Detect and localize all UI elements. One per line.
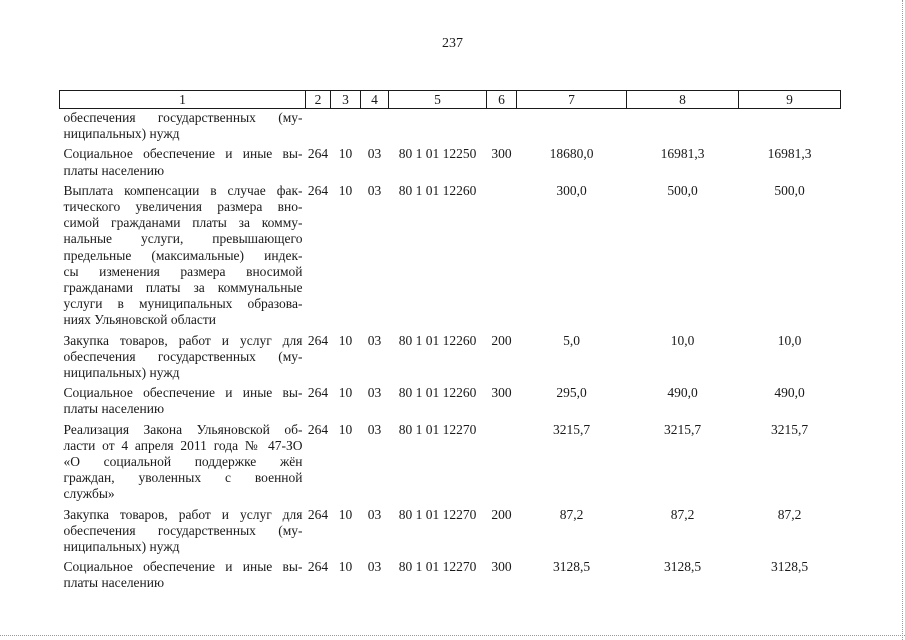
description-line: Закупка товаров, работ и услуг для <box>63 506 303 522</box>
description-line: гражданами платы за коммунальные <box>63 280 303 296</box>
description-line: платы населению <box>63 401 165 417</box>
expense-type-code: 300 <box>491 146 512 162</box>
subsection-code: 03 <box>367 506 382 522</box>
table-row <box>60 183 841 333</box>
row-description <box>60 507 306 560</box>
subsection-code: 03 <box>367 559 382 575</box>
page-edge-bottom <box>0 635 905 636</box>
description-line: «О социальной поддержке жён <box>63 454 303 470</box>
chapter-code: 10 <box>338 506 353 522</box>
section-code: 264 <box>307 332 329 348</box>
section-code: 264 <box>307 421 329 437</box>
column-header: 6 <box>487 91 517 109</box>
section-code: 264 <box>307 506 329 522</box>
table-row <box>60 109 841 147</box>
description-line: ласти от 4 апреля 2011 года № 47-ЗО <box>63 437 303 453</box>
description-line: ниципальных) нужд <box>63 365 180 381</box>
target-article-code: 80 1 01 12260 <box>398 385 477 401</box>
amount-year-3: 490,0 <box>774 385 805 401</box>
expense-type-code: 200 <box>491 506 512 522</box>
description-line: Реализация Закона Ульяновской об- <box>63 421 303 437</box>
table-row <box>60 333 841 386</box>
column-header: 5 <box>389 91 487 109</box>
description-line: платы населению <box>63 575 165 591</box>
description-line: Социальное обеспечение и иные вы- <box>63 559 303 575</box>
subsection-code: 03 <box>367 421 382 437</box>
column-header: 4 <box>361 91 389 109</box>
amount-year-1: 87,2 <box>559 506 584 522</box>
subsection-code: 03 <box>367 385 382 401</box>
description-line: нальные услуги, превышающего <box>63 231 303 247</box>
column-header: 3 <box>331 91 361 109</box>
chapter-code: 10 <box>338 332 353 348</box>
column-header: 1 <box>60 91 306 109</box>
column-header: 8 <box>627 91 739 109</box>
description-line: службы» <box>63 486 115 502</box>
target-article-code: 80 1 01 12270 <box>398 421 477 437</box>
description-line: граждан, уволенных с военной <box>63 470 303 486</box>
target-article-code <box>389 109 487 147</box>
section-code: 264 <box>307 182 329 198</box>
chapter-code: 10 <box>338 421 353 437</box>
chapter-code: 10 <box>338 385 353 401</box>
description-line: ниципальных) нужд <box>63 126 180 142</box>
table-row <box>60 507 841 560</box>
table-row <box>60 146 841 182</box>
section-code <box>306 109 331 147</box>
description-line: Выплата компенсации в случае фак- <box>63 182 303 198</box>
chapter-code: 10 <box>338 182 353 198</box>
row-description <box>60 183 306 333</box>
description-line: предельные (максимальные) индек- <box>63 247 303 263</box>
description-line: симой гражданами платы за комму- <box>63 215 303 231</box>
budget-table <box>59 90 841 596</box>
table-row <box>60 422 841 507</box>
column-header: 7 <box>517 91 627 109</box>
column-header: 2 <box>306 91 331 109</box>
target-article-code: 80 1 01 12270 <box>398 506 477 522</box>
description-line: обеспечения государственных (му- <box>63 522 303 538</box>
description-line: Социальное обеспечение и иные вы- <box>63 146 303 162</box>
expense-type-code: 300 <box>491 385 512 401</box>
amount-year-1: 3128,5 <box>552 559 591 575</box>
amount-year-2 <box>627 109 739 147</box>
amount-year-1: 18680,0 <box>549 146 594 162</box>
page-number: 237 <box>442 36 463 51</box>
subsection-code: 03 <box>367 332 382 348</box>
target-article-code: 80 1 01 12260 <box>398 182 477 198</box>
amount-year-2: 490,0 <box>667 385 698 401</box>
amount-year-2: 3128,5 <box>663 559 702 575</box>
amount-year-1: 5,0 <box>563 332 580 348</box>
chapter-code: 10 <box>338 146 353 162</box>
row-description <box>60 146 306 182</box>
amount-year-1: 300,0 <box>556 182 587 198</box>
table-row <box>60 559 841 595</box>
amount-year-3 <box>739 109 841 147</box>
amount-year-2: 87,2 <box>670 506 695 522</box>
section-code: 264 <box>307 146 329 162</box>
description-line: сы изменения размера вносимой <box>63 263 303 279</box>
amount-year-3: 500,0 <box>774 182 805 198</box>
subsection-code: 03 <box>367 182 382 198</box>
expense-type-code: 200 <box>491 332 512 348</box>
amount-year-3: 10,0 <box>777 332 802 348</box>
table-row <box>60 385 841 421</box>
row-description <box>60 109 306 147</box>
expense-type-code: 300 <box>491 559 512 575</box>
expense-type-code <box>487 183 517 333</box>
description-line: обеспечения государственных (му- <box>63 110 303 125</box>
row-description <box>60 559 306 595</box>
section-code: 264 <box>307 385 329 401</box>
description-line: тического увеличения размера вно- <box>63 199 303 215</box>
description-line: Закупка товаров, работ и услуг для <box>63 332 303 348</box>
amount-year-3: 3215,7 <box>770 421 809 437</box>
amount-year-1: 295,0 <box>556 385 587 401</box>
amount-year-1 <box>517 109 627 147</box>
amount-year-2: 16981,3 <box>660 146 705 162</box>
amount-year-3: 16981,3 <box>767 146 812 162</box>
table-body <box>60 109 841 596</box>
amount-year-3: 3128,5 <box>770 559 809 575</box>
row-description <box>60 333 306 386</box>
description-line: обеспечения государственных (му- <box>63 348 303 364</box>
description-line: Социальное обеспечение и иные вы- <box>63 385 303 401</box>
chapter-code <box>331 109 361 147</box>
page-edge-right <box>902 0 903 640</box>
amount-year-2: 500,0 <box>667 182 698 198</box>
column-header: 9 <box>739 91 841 109</box>
subsection-code <box>361 109 389 147</box>
table-header-row <box>60 91 841 109</box>
amount-year-2: 10,0 <box>670 332 695 348</box>
expense-type-code <box>487 422 517 507</box>
amount-year-1: 3215,7 <box>552 421 591 437</box>
description-line: платы населению <box>63 162 165 178</box>
target-article-code: 80 1 01 12250 <box>398 146 477 162</box>
amount-year-3: 87,2 <box>777 506 802 522</box>
amount-year-2: 3215,7 <box>663 421 702 437</box>
expense-type-code <box>487 109 517 147</box>
chapter-code: 10 <box>338 559 353 575</box>
target-article-code: 80 1 01 12270 <box>398 559 477 575</box>
section-code: 264 <box>307 559 329 575</box>
description-line: услуги в муниципальных образова- <box>63 296 303 312</box>
target-article-code: 80 1 01 12260 <box>398 332 477 348</box>
row-description <box>60 422 306 507</box>
description-line: ниях Ульяновской области <box>63 312 217 328</box>
description-line: ниципальных) нужд <box>63 539 180 555</box>
row-description <box>60 385 306 421</box>
subsection-code: 03 <box>367 146 382 162</box>
